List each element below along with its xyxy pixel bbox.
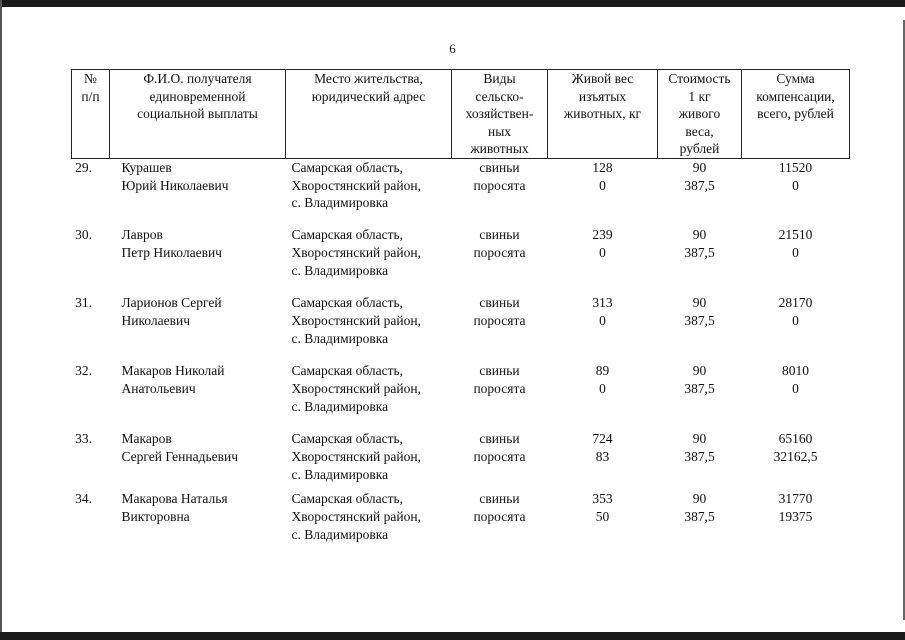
recipient-name: Курашев Юрий Николаевич bbox=[121, 159, 229, 193]
recipient-name: Макаров Николай Анатольевич bbox=[121, 363, 225, 397]
scan-border-top bbox=[0, 0, 905, 7]
animal-types: свиньи поросята bbox=[473, 363, 526, 397]
price-per-kg: 90 387,5 bbox=[684, 363, 715, 397]
header-compensation-sum: Сумма компенсации, всего, рублей bbox=[742, 70, 850, 159]
live-weight: 89 0 bbox=[595, 363, 610, 397]
live-weight: 724 83 bbox=[592, 431, 613, 465]
header-live-weight: Живой вес изъятых животных, кг bbox=[548, 70, 658, 159]
compensation-sum: 28170 0 bbox=[778, 295, 813, 329]
header-price-per-kg: Стоимость 1 кг живого веса, рублей bbox=[658, 70, 742, 159]
compensation-sum: 31770 19375 bbox=[778, 491, 813, 525]
recipient-name: Макарова Наталья Викторовна bbox=[121, 491, 228, 525]
animal-types: свиньи поросята bbox=[473, 431, 526, 465]
recipient-address: Самарская область, Хворостянский район, с. Владимировка bbox=[291, 491, 421, 542]
live-weight: 313 0 bbox=[592, 295, 613, 329]
table-row bbox=[72, 490, 850, 552]
animal-types: свиньи поросята bbox=[473, 491, 526, 525]
header-name: Ф.И.О. получателя единовременной социальной выплаты bbox=[110, 70, 286, 159]
row-number: 30. bbox=[75, 227, 92, 243]
row-number: 34. bbox=[75, 491, 92, 507]
price-per-kg: 90 387,5 bbox=[684, 431, 715, 465]
animal-types: свиньи поросята bbox=[473, 295, 526, 329]
recipient-address: Самарская область, Хворостянский район, с. Владимировка bbox=[291, 295, 421, 346]
page-number: 6 bbox=[449, 41, 456, 56]
recipient-name: Ларионов Сергей Николаевич bbox=[121, 295, 222, 329]
scan-border-bottom bbox=[0, 632, 905, 640]
header-address: Место жительства, юридический адрес bbox=[286, 70, 452, 159]
table-row bbox=[72, 226, 850, 294]
price-per-kg: 90 387,5 bbox=[684, 295, 715, 329]
price-per-kg: 90 387,5 bbox=[684, 227, 715, 261]
live-weight: 128 0 bbox=[592, 159, 613, 193]
row-number: 31. bbox=[75, 295, 92, 311]
animal-types: свиньи поросята bbox=[473, 227, 526, 261]
table-header-row bbox=[72, 70, 850, 159]
table-row bbox=[72, 158, 850, 226]
scan-border-left bbox=[0, 0, 2, 640]
header-animal-types: Виды сельско- хозяйствен- ных животных bbox=[452, 70, 548, 159]
compensation-sum: 21510 0 bbox=[778, 227, 813, 261]
compensation-sum: 11520 0 bbox=[778, 159, 813, 193]
row-number: 32. bbox=[75, 363, 92, 379]
compensation-sum: 8010 0 bbox=[782, 363, 809, 397]
recipient-address: Самарская область, Хворостянский район, с. Владимировка bbox=[291, 431, 421, 482]
table-row bbox=[72, 430, 850, 490]
compensation-table bbox=[71, 69, 850, 552]
recipient-name: Лавров Петр Николаевич bbox=[121, 227, 222, 261]
live-weight: 353 50 bbox=[592, 491, 613, 525]
live-weight: 239 0 bbox=[592, 227, 613, 261]
price-per-kg: 90 387,5 bbox=[684, 159, 715, 193]
price-per-kg: 90 387,5 bbox=[684, 491, 715, 525]
recipient-address: Самарская область, Хворостянский район, с. Владимировка bbox=[291, 227, 421, 278]
compensation-sum: 65160 32162,5 bbox=[773, 431, 818, 465]
header-num: № п/п bbox=[72, 70, 110, 159]
recipient-address: Самарская область, Хворостянский район, с. Владимировка bbox=[291, 363, 421, 414]
row-number: 29. bbox=[75, 159, 92, 175]
recipient-name: Макаров Сергей Геннадьевич bbox=[121, 431, 238, 465]
row-number: 33. bbox=[75, 431, 92, 447]
table-row bbox=[72, 362, 850, 430]
table-row bbox=[72, 294, 850, 362]
animal-types: свиньи поросята bbox=[473, 159, 526, 193]
recipient-address: Самарская область, Хворостянский район, с. Владимировка bbox=[291, 159, 421, 211]
